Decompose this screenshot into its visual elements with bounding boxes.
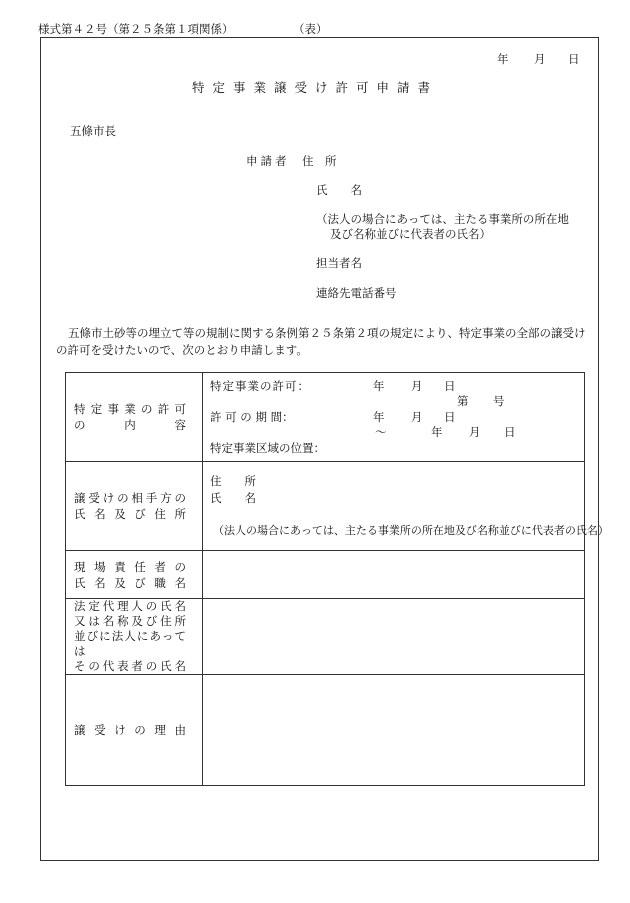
contact-phone-label: 連絡先電話番号 xyxy=(316,286,397,300)
legal-agent-label xyxy=(66,599,203,675)
counterparty-cell[interactable] xyxy=(203,462,609,551)
permit-day: 日 xyxy=(444,379,456,393)
form-side-label: （表） xyxy=(293,22,328,36)
legal-agent-label-line2: 又は名称及び住所 xyxy=(74,614,186,628)
table-row-reason xyxy=(66,675,585,786)
counterparty-label xyxy=(66,462,203,551)
period-start-day: 日 xyxy=(444,410,456,424)
site-manager-label-line1: 現場責任者の xyxy=(74,559,186,574)
site-manager-cell[interactable] xyxy=(203,551,585,599)
document-title: 特定事業譲受け許可申請書 xyxy=(191,80,438,95)
form-number: 様式第４２号（第２５条第１項関係） xyxy=(38,22,234,36)
permit-year: 年 xyxy=(373,379,385,393)
table-row-site-manager xyxy=(66,551,585,599)
permit-label-line1: 特定事業の許可 xyxy=(74,402,186,416)
reason-label xyxy=(66,675,203,786)
legal-agent-label-line3: 並びに法人にあっては xyxy=(74,629,186,658)
site-manager-label-line2: 氏名及び職名 xyxy=(74,575,186,590)
contact-person-label: 担当者名 xyxy=(316,256,362,270)
table-row-permit xyxy=(66,373,585,462)
reason-label-text: 譲受けの理由 xyxy=(74,723,186,737)
period-start-year: 年 xyxy=(373,410,385,424)
legal-agent-label-line4: その代表者の氏名 xyxy=(74,659,186,673)
application-statement: 五條市土砂等の埋立て等の規制に関する条例第２５条第２項の規定により、特定事業の全部の譲受けの許可を受けたいので、次のとおり申請します。 xyxy=(56,326,586,357)
applicant-address-label: 住 所 xyxy=(302,154,337,168)
table-row-counterparty xyxy=(66,462,585,551)
permit-content-cell[interactable] xyxy=(203,373,585,462)
period-end-day: 日 xyxy=(504,425,516,439)
permit-label-line2: の 内 容 xyxy=(74,418,186,432)
applicant-label: 申請者 xyxy=(246,154,290,168)
applicant-corp-note-1: （法人の場合にあっては、主たる事業所の所在地 xyxy=(316,212,569,226)
period-end-month: 月 xyxy=(469,425,481,439)
counterparty-corp-note: （法人の場合にあっては、主たる事業所の所在地及び名称並びに代表者の氏名） xyxy=(213,524,609,537)
date-day: 日 xyxy=(568,52,580,66)
counterparty-name-label: 氏 名 xyxy=(210,491,256,505)
addressee: 五條市長 xyxy=(70,124,116,138)
legal-agent-label-line1: 法定代理人の氏名 xyxy=(74,599,186,613)
counterparty-label-line1: 譲受けの相手方の xyxy=(74,491,186,505)
permit-content-label xyxy=(66,373,203,462)
counterparty-label-line2: 氏名及び住所 xyxy=(74,507,186,521)
counterparty-address-label: 住 所 xyxy=(210,474,256,488)
applicant-name-label: 氏 名 xyxy=(316,183,362,197)
permit-period-label: 許 可 の 期 間： xyxy=(210,410,294,424)
reason-cell[interactable] xyxy=(203,675,585,786)
table-row-legal-agent xyxy=(66,599,585,675)
site-manager-label xyxy=(66,551,203,599)
date-year: 年 xyxy=(497,52,509,66)
period-tilde: ～ xyxy=(375,425,387,439)
permit-field-label: 特定事業の許可： xyxy=(210,379,310,393)
application-table xyxy=(65,372,609,786)
period-end-year: 年 xyxy=(431,425,443,439)
permit-number-suffix: 号 xyxy=(493,394,505,408)
period-start-month: 月 xyxy=(411,410,423,424)
applicant-corp-note-2: 及び名称並びに代表者の氏名） xyxy=(330,227,491,241)
permit-number-prefix: 第 xyxy=(457,394,469,408)
project-area-label: 特定事業区域の位置： xyxy=(210,441,325,455)
date-month: 月 xyxy=(534,52,546,66)
permit-month: 月 xyxy=(411,379,423,393)
legal-agent-cell[interactable] xyxy=(203,599,585,675)
